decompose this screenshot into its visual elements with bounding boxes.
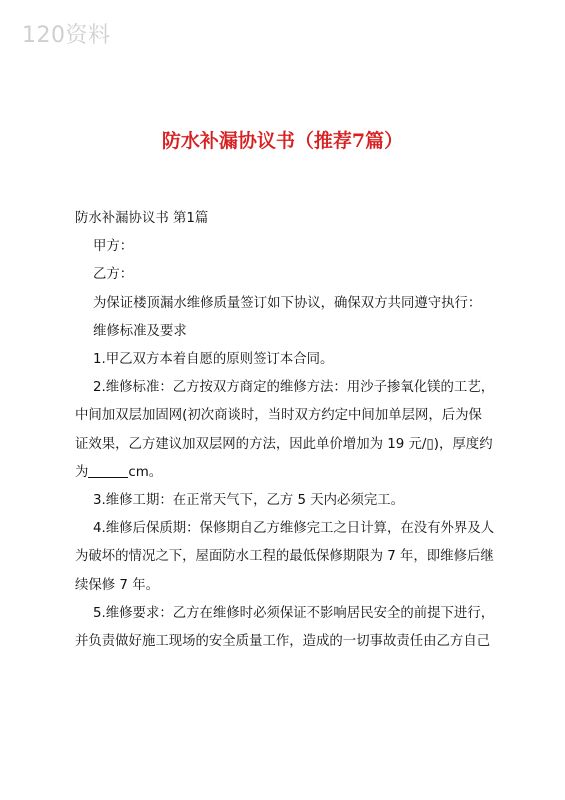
clause-1: 1.甲乙双方本着自愿的原则签订本合同。	[93, 352, 334, 368]
clause-3: 3.维修工期：在正常天气下，乙方 5 天内必须完工。	[93, 493, 405, 509]
clause-5: 5.维修要求：乙方在维修时必须保证不影响居民安全的前提下进行，并负责做好施工现场的安全质量工作，造成的一切事故责任由乙方自己	[75, 605, 495, 650]
document-body	[75, 205, 495, 656]
intro-paragraph: 为保证楼顶漏水维修质量签订如下协议，确保双方共同遵守执行：	[93, 295, 482, 311]
fill-in-blank	[88, 463, 128, 478]
clause-4: 4.维修后保质期：保修期自乙方维修完工之日计算，在没有外界及人为破坏的情况之下，屋面防水工程的最低保修期限为 7 年，即维修后继续保修 7 年。	[75, 521, 495, 593]
clause-2	[75, 374, 495, 487]
section-subtitle: 防水补漏协议书 第1篇	[75, 211, 209, 226]
clause-2-text: 2.维修标准：乙方按双方商定的维修方法：用沙子掺氧化镁的工艺，中间加双层加固网(初次商谈时，当时双方约定中间加单层网，后为保证效果，乙方建议加双层网的方法，因此单价增加为 19 元/▯)，厚度约为	[75, 380, 495, 480]
party-a-line: 甲方：	[93, 239, 134, 255]
document-title: 防水补漏协议书（推荐7篇）	[161, 130, 404, 152]
party-b-line: 乙方：	[93, 267, 134, 283]
clause-2-unit: cm。	[128, 464, 163, 480]
watermark: 120资料	[22, 23, 111, 48]
section-heading: 维修标准及要求	[93, 323, 187, 339]
